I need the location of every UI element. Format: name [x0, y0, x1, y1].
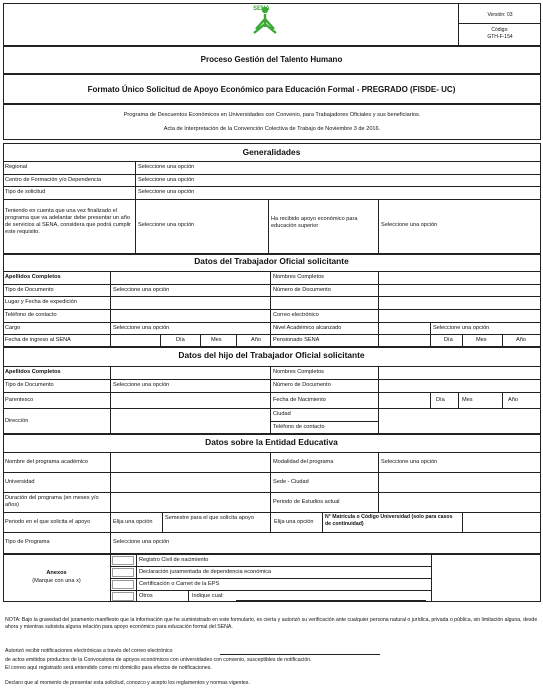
- e-select-tipo-programa[interactable]: Seleccione una opción: [113, 539, 170, 545]
- t-label-nivel: Nivel Académico alcanzado: [273, 325, 342, 331]
- e-label-universidad: Universidad: [5, 479, 35, 485]
- autorizo-2: de actos emitidos productos de la Convocatoria de apoyos económicos con universidades con convenio, susceptibles de notificación.: [5, 657, 312, 663]
- h-dia: Día: [436, 397, 445, 403]
- code: GTH-F-154: [487, 34, 513, 40]
- e-label-duracion: Duración del programa (en meses y/o años): [5, 495, 99, 508]
- t-label-cargo: Cargo: [5, 325, 21, 331]
- t-select-cargo[interactable]: Seleccione una opción: [113, 325, 170, 331]
- anexo-indique: Indique cual:: [192, 593, 224, 599]
- h-label-apellidos: Apellidos Completos: [5, 369, 61, 375]
- select-regional[interactable]: Seleccione una opción: [138, 164, 195, 170]
- h-label-ciudad: Ciudad: [273, 411, 291, 417]
- trabajador-title: Datos del Trabajador Oficial solicitante: [194, 256, 349, 266]
- anexos-title: Anexos: [46, 570, 67, 576]
- e-select-modalidad[interactable]: Seleccione una opción: [381, 459, 438, 465]
- t-label-correo: Correo electrónico: [273, 312, 319, 318]
- h-mes: Mes: [462, 397, 473, 403]
- t-label-telefono: Teléfono de contacto: [5, 312, 57, 318]
- t-anio-2: Año: [516, 337, 526, 343]
- t-label-num-doc: Número de Documento: [273, 287, 331, 293]
- h-select-tipo-doc[interactable]: Seleccione una opción: [113, 382, 170, 388]
- h-label-fecha-nac: Fecha de Nacimiento: [273, 397, 326, 403]
- declaro: Declaro que al momento de presentar esta solicitud, conozco y acepto los reglamentos y normas vigentes.: [5, 680, 250, 686]
- autorizo-3: El correo aquí registrado será entendido como mi domicilio para efectos de notificaciones.: [5, 665, 212, 671]
- e-label-periodo-apoyo: Periodo en el que solicita el apoyo: [5, 519, 91, 525]
- label-teniendo: Teniendo en cuenta que una vez finalizado el programa que va adelantar debe presentar un año de servicios al SENA, considera que podrá cumplir este requisito.: [5, 208, 131, 235]
- t-dia: Día: [176, 337, 185, 343]
- t-select-nivel[interactable]: Seleccione una opción: [433, 325, 490, 331]
- anexo-item-3: Otros: [139, 593, 153, 599]
- intro-1: Programa de Descuentos Económicos en Universidades con Convenio, para Trabajadores Oficiales y sus beneficiarios.: [123, 112, 421, 118]
- select-recibido[interactable]: Seleccione una opción: [381, 222, 438, 228]
- label-regional: Regional: [5, 164, 28, 170]
- generalidades-title: Generalidades: [242, 147, 301, 157]
- h-label-parentesco: Parentesco: [5, 397, 34, 403]
- e-label-tipo-programa: Tipo de Programa: [5, 539, 50, 545]
- h-label-num-doc: Número de Documento: [273, 382, 331, 388]
- t-mes: Mes: [211, 337, 222, 343]
- h-label-direccion: Dirección: [5, 418, 29, 424]
- anexo-item-1: Declaración juramentada de dependencia económica: [139, 569, 272, 575]
- autorizo-1: Autorizó recibir notificaciones electrónicas a través del correo electrónico: [5, 648, 173, 654]
- sena-brand: SENA: [253, 6, 270, 12]
- e-label-modalidad: Modalidad del programa: [273, 459, 334, 465]
- intro-2: Acta de Interpretación de la Convención Colectiva de Trabajo de Noviembre 3 de 2016.: [163, 126, 381, 132]
- nota: NOTA: Bajo la gravedad del juramento manifiesto que la información que he suministrado en este formulario, es cierta y autorizó su verificación ante cualquier persona natural o jurídica, privada o pública, sin limitación alguna, desde ahora y mientras subsista alguna relación para apoyo económico para educación formal del SENA.: [5, 617, 538, 630]
- anexo-item-2: Certificación o Carnet de la EPS: [139, 581, 220, 587]
- entidad-title: Datos sobre la Entidad Educativa: [205, 437, 338, 447]
- t-label-nombres: Nombres Completos: [273, 274, 324, 280]
- checkbox-declaracion[interactable]: [112, 568, 134, 577]
- checkbox-certificacion[interactable]: [112, 580, 134, 589]
- label-recibido: Ha recibido apoyo económico para educación superior: [271, 216, 358, 229]
- h-anio: Año: [508, 397, 518, 403]
- form-title: Formato Único Solicitud de Apoyo Económico para Educación Formal - PREGRADO (FISDE- UC): [87, 85, 456, 94]
- e-select-semestre[interactable]: Elija una opción: [274, 519, 314, 525]
- e-label-matricula: N° Matrícula o Código Universidad (solo para casos de continuidad): [325, 514, 453, 527]
- t-anio: Año: [251, 337, 261, 343]
- h-label-telefono: Teléfono de contacto: [273, 424, 325, 430]
- select-tipo-solicitud[interactable]: Seleccione una opción: [138, 189, 195, 195]
- anexo-item-0: Registro Civil de nacimiento: [139, 557, 209, 563]
- version: Versión: 03: [487, 12, 513, 18]
- select-centro[interactable]: Seleccione una opción: [138, 177, 195, 183]
- anexos-subtitle: (Marque con una x): [32, 578, 81, 584]
- e-label-sede: Sede - Ciudad: [273, 479, 309, 485]
- t-mes-2: Mes: [476, 337, 487, 343]
- e-label-periodo-estudios: Periodo de Estudios actual: [273, 499, 340, 505]
- h-label-tipo-doc: Tipo de Documento: [5, 382, 54, 388]
- label-centro: Centro de Formación y/o Dependencia: [5, 177, 102, 183]
- process-title: Proceso Gestión del Talento Humano: [200, 55, 343, 64]
- t-label-lugar: Lugar y Fecha de expedición: [5, 299, 77, 305]
- e-label-programa: Nombre del programa académico: [5, 459, 89, 465]
- t-label-fecha-ingreso: Fecha de ingreso al SENA: [5, 337, 71, 343]
- email-line[interactable]: [220, 654, 380, 655]
- checkbox-otros[interactable]: [112, 592, 134, 601]
- code-label: Código:: [491, 27, 509, 33]
- t-dia-2: Día: [444, 337, 453, 343]
- e-select-periodo[interactable]: Elija una opción: [113, 519, 153, 525]
- select-teniendo[interactable]: Seleccione una opción: [138, 222, 195, 228]
- e-label-semestre: Semestre para el que solicita apoyo: [165, 515, 254, 521]
- t-label-pensionado: Pensionado SENA: [273, 337, 320, 343]
- t-label-tipo-doc: Tipo de Documento: [5, 287, 54, 293]
- label-tipo-solicitud: Tipo de solicitud: [5, 189, 46, 195]
- t-label-apellidos: Apellidos Completos: [5, 274, 61, 280]
- checkbox-registro[interactable]: [112, 556, 134, 565]
- h-label-nombres: Nombres Completos: [273, 369, 324, 375]
- hijo-title: Datos del hijo del Trabajador Oficial solicitante: [178, 350, 365, 360]
- t-select-tipo-doc[interactable]: Seleccione una opción: [113, 287, 170, 293]
